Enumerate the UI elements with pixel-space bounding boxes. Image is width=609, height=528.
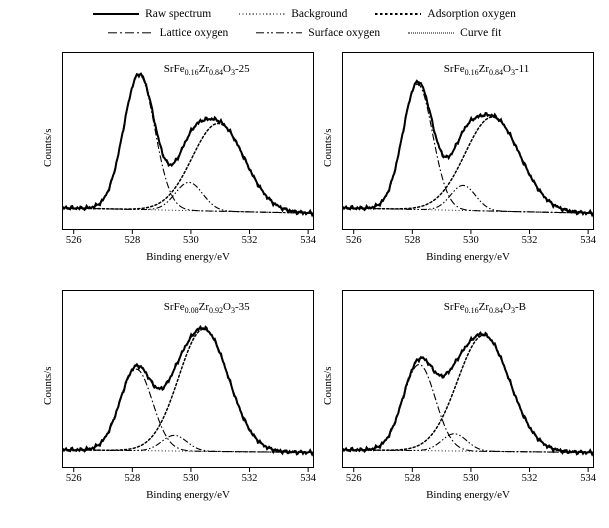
series-raw-spectrum bbox=[63, 327, 314, 455]
x-tick-label: 530 bbox=[183, 235, 199, 246]
x-tick-label: 532 bbox=[241, 235, 258, 246]
x-tick-labels bbox=[62, 235, 314, 249]
x-tick-label: 526 bbox=[65, 235, 82, 246]
series-curve-fit bbox=[63, 74, 314, 213]
x-tick-label: 530 bbox=[463, 235, 479, 246]
x-tick-label: 526 bbox=[345, 473, 362, 484]
legend-row-1 bbox=[0, 4, 609, 23]
line-sample-dashdotdot bbox=[256, 28, 302, 38]
x-axis-ticks bbox=[62, 468, 316, 474]
legend-background bbox=[239, 8, 347, 20]
x-tick-label: 532 bbox=[241, 473, 258, 484]
panel-c bbox=[30, 290, 342, 528]
line-sample-fdot bbox=[408, 28, 454, 38]
y-axis-label: Counts/s bbox=[322, 366, 334, 405]
series-curve-fit bbox=[343, 334, 594, 452]
series-raw-spectrum bbox=[343, 333, 594, 455]
x-tick-label: 526 bbox=[65, 473, 82, 484]
legend-adsorption-oxygen bbox=[375, 8, 515, 20]
legend-row-2 bbox=[0, 23, 609, 42]
legend-lattice-oxygen bbox=[108, 27, 229, 39]
x-tick-label: 528 bbox=[404, 473, 421, 484]
series-adsorption-oxygen bbox=[343, 335, 594, 452]
x-axis-ticks bbox=[342, 468, 596, 474]
y-axis-label: Counts/s bbox=[322, 128, 334, 167]
x-tick-label: 532 bbox=[521, 235, 538, 246]
x-axis-ticks bbox=[62, 230, 316, 236]
x-tick-label: 528 bbox=[404, 235, 421, 246]
series-lattice-oxygen bbox=[343, 364, 594, 452]
x-tick-label: 528 bbox=[124, 473, 141, 484]
legend-raw-spectrum bbox=[93, 8, 211, 20]
legend-surface-oxygen bbox=[256, 27, 380, 39]
panel-title: $SrFe_{0.16}Zr_{0.84}O_3-25$ bbox=[163, 63, 250, 78]
line-sample-dashdot bbox=[108, 28, 154, 38]
panel-b bbox=[310, 52, 609, 290]
plot-area bbox=[342, 52, 594, 230]
x-axis-label: Binding energy/eV bbox=[146, 489, 230, 501]
panel-title: $SrFe_{0.16}Zr_{0.84}O_3-11$ bbox=[443, 63, 530, 78]
legend-label: Raw spectrum bbox=[145, 7, 212, 20]
x-tick-label: 530 bbox=[183, 473, 199, 484]
legend-label: Curve fit bbox=[460, 26, 502, 39]
x-tick-label: 530 bbox=[463, 473, 479, 484]
x-tick-label: 528 bbox=[124, 235, 141, 246]
x-tick-labels bbox=[342, 473, 594, 487]
panel-d bbox=[310, 290, 609, 528]
plot-area bbox=[342, 290, 594, 468]
line-sample-finedot bbox=[239, 9, 285, 19]
legend-label: Lattice oxygen bbox=[159, 26, 229, 39]
plot-area bbox=[62, 52, 314, 230]
series-lattice-oxygen bbox=[63, 75, 314, 213]
legend-label: Surface oxygen bbox=[308, 26, 381, 39]
series-lattice-oxygen bbox=[343, 84, 594, 213]
x-tick-label: 534 bbox=[580, 235, 596, 246]
line-sample-solid bbox=[93, 9, 139, 19]
series-adsorption-oxygen bbox=[63, 329, 314, 452]
series-curve-fit bbox=[63, 328, 314, 452]
x-tick-label: 526 bbox=[345, 235, 362, 246]
x-tick-labels bbox=[342, 235, 594, 249]
legend-label: Background bbox=[291, 7, 348, 20]
x-tick-label: 534 bbox=[300, 473, 316, 484]
plot-area bbox=[62, 290, 314, 468]
x-axis-ticks bbox=[342, 230, 596, 236]
y-axis-label: Counts/s bbox=[42, 366, 54, 405]
x-tick-label: 534 bbox=[300, 235, 316, 246]
series-raw-spectrum bbox=[63, 74, 314, 216]
y-axis-label: Counts/s bbox=[42, 128, 54, 167]
x-tick-label: 532 bbox=[521, 473, 538, 484]
x-tick-labels bbox=[62, 473, 314, 487]
series-adsorption-oxygen bbox=[343, 117, 594, 213]
x-tick-label: 534 bbox=[580, 473, 596, 484]
panel-title: $SrFe_{0.08}Zr_{0.92}O_3-35$ bbox=[163, 301, 250, 316]
line-sample-heavydot bbox=[375, 9, 421, 19]
x-axis-label: Binding energy/eV bbox=[426, 251, 510, 263]
legend-label: Adsorption oxygen bbox=[427, 7, 516, 20]
x-axis-label: Binding energy/eV bbox=[426, 489, 510, 501]
legend bbox=[0, 4, 609, 48]
x-axis-label: Binding energy/eV bbox=[146, 251, 230, 263]
legend-curve-fit bbox=[408, 27, 501, 39]
panel-a bbox=[30, 52, 342, 290]
panel-title: $SrFe_{0.16}Zr_{0.84}O_3-B$ bbox=[443, 301, 526, 316]
series-lattice-oxygen bbox=[63, 369, 314, 452]
